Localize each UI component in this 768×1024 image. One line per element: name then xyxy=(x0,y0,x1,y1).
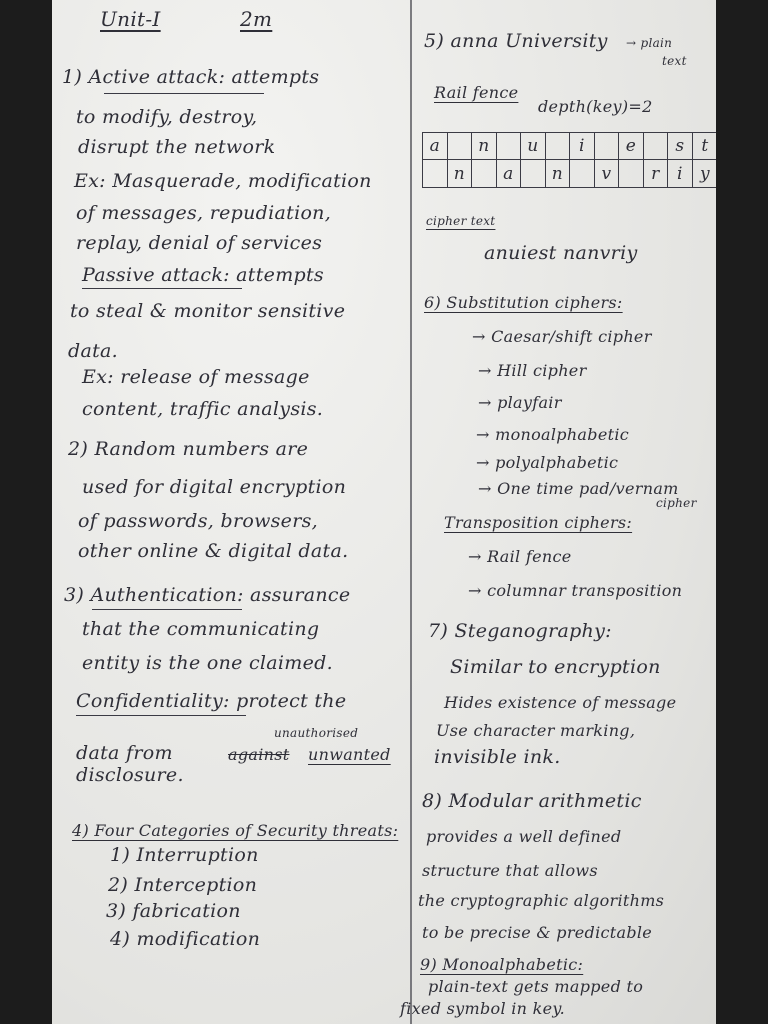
q6-item-2: → Hill cipher xyxy=(478,361,587,380)
passive-attack-underline xyxy=(82,288,242,289)
unit-heading: Unit-I xyxy=(100,7,161,31)
rail-fence-grid xyxy=(422,132,716,188)
q4-item-1: 1) Interruption xyxy=(110,844,259,866)
q1-line-9: data. xyxy=(68,340,118,362)
q6-item-6: → One time pad/vernam xyxy=(478,479,679,498)
q3-line-6: disclosure. xyxy=(76,764,184,786)
authentication-underline xyxy=(92,609,242,610)
q3-insert-unauthorised: unauthorised xyxy=(274,726,359,740)
q1-line-2: to modify, destroy, xyxy=(76,106,258,128)
q7-line-4: Use character marking, xyxy=(436,721,636,740)
q5-line-1: 5) anna University xyxy=(424,30,608,52)
rail-cell xyxy=(521,160,546,187)
rail-cell xyxy=(619,160,644,187)
q3-unwanted: unwanted xyxy=(308,745,391,764)
q1-line-4: Ex: Masquerade, modification xyxy=(74,170,372,192)
rail-cell: n xyxy=(472,133,497,160)
q2-line-2: used for digital encryption xyxy=(82,476,347,498)
rail-cell: t xyxy=(693,133,717,160)
trans-item-1: → Rail fence xyxy=(468,547,572,566)
q8-line-5: to be precise & predictable xyxy=(422,923,653,942)
rail-cell xyxy=(644,133,669,160)
transposition-title: Transposition ciphers: xyxy=(444,513,633,532)
rail-cell: i xyxy=(668,160,693,187)
q1-line-10: Ex: release of message xyxy=(82,366,310,388)
q8-line-4: the cryptographic algorithms xyxy=(418,891,665,910)
q6-item-5: → polyalphabetic xyxy=(476,453,619,472)
cipher-text-value: anuiest nanvriy xyxy=(484,242,638,264)
column-divider xyxy=(410,0,412,1024)
q9-line-3: fixed symbol in key. xyxy=(400,999,566,1018)
rail-cell: e xyxy=(619,133,644,160)
rail-cell: y xyxy=(699,163,710,184)
active-attack-underline xyxy=(104,93,264,94)
trans-item-2: → columnar transposition xyxy=(468,581,683,600)
q6-item-3: → playfair xyxy=(478,393,562,412)
q1-line-5: of messages, repudiation, xyxy=(76,202,332,224)
cipher-text-label: cipher text xyxy=(426,214,496,228)
marks-heading: 2m xyxy=(240,7,273,31)
rail-cell xyxy=(423,160,448,187)
q1-line-3: disrupt the network xyxy=(78,136,276,158)
q3-line-4: Confidentiality: protect the xyxy=(76,690,347,712)
rail-cell: r xyxy=(644,160,669,187)
q4-item-4: 4) modification xyxy=(110,928,261,950)
q3-line-2: that the communicating xyxy=(82,618,320,640)
rail-cell: v xyxy=(595,160,620,187)
q7-line-5: invisible ink. xyxy=(434,746,561,768)
q7-line-1: 7) Steganography: xyxy=(428,620,612,642)
rail-cell xyxy=(570,160,595,187)
q7-line-2: Similar to encryption xyxy=(450,656,661,678)
q4-title: 4) Four Categories of Security threats: xyxy=(72,821,399,840)
q5-arrow-label: → plain xyxy=(626,36,673,50)
q8-line-3: structure that allows xyxy=(422,861,598,880)
q2-line-4: other online & digital data. xyxy=(78,540,349,562)
q9-line-2: plain-text gets mapped to xyxy=(428,977,644,996)
q1-line-11: content, traffic analysis. xyxy=(82,398,324,420)
q1-line-1: 1) Active attack: attempts xyxy=(62,66,320,88)
q6-item-6-cont: cipher xyxy=(656,496,697,510)
rail-cell: s xyxy=(668,133,693,160)
rail-cell: a xyxy=(497,160,522,187)
rail-cell: i xyxy=(570,133,595,160)
notebook-page xyxy=(52,0,716,1024)
q3-line-1: 3) Authentication: assurance xyxy=(64,584,351,606)
q1-line-7: Passive attack: attempts xyxy=(82,264,324,286)
rail-cell: u xyxy=(521,133,546,160)
rail-fence-title: Rail fence xyxy=(434,83,519,102)
q3-struck-word: against xyxy=(228,745,290,764)
confidentiality-underline xyxy=(76,715,246,716)
rail-cell: a xyxy=(423,133,448,160)
rail-cell xyxy=(595,133,620,160)
q2-line-1: 2) Random numbers are xyxy=(68,438,309,460)
rail-cell xyxy=(472,160,497,187)
q4-item-3: 3) fabrication xyxy=(106,900,241,922)
rail-cell xyxy=(497,133,522,160)
q6-item-4: → monoalphabetic xyxy=(476,425,629,444)
q1-line-8: to steal & monitor sensitive xyxy=(70,300,346,322)
rail-cell xyxy=(546,133,571,160)
q3-line-3: entity is the one claimed. xyxy=(82,652,333,674)
q9-line-1: 9) Monoalphabetic: xyxy=(420,955,584,974)
rail-cell: n xyxy=(448,160,473,187)
rail-depth-label: depth(key)=2 xyxy=(538,97,653,116)
q6-item-1: → Caesar/shift cipher xyxy=(472,327,652,346)
q3-line-5: data from xyxy=(76,742,173,764)
q8-line-1: 8) Modular arithmetic xyxy=(422,790,642,812)
rail-cell: n xyxy=(546,160,571,187)
q4-item-2: 2) Interception xyxy=(108,874,258,896)
q5-arrow-label-2: text xyxy=(662,54,687,68)
q1-line-6: replay, denial of services xyxy=(76,232,323,254)
rail-cell xyxy=(448,133,473,160)
q6-title: 6) Substitution ciphers: xyxy=(424,293,623,312)
q8-line-2: provides a well defined xyxy=(426,827,622,846)
q7-line-3: Hides existence of message xyxy=(444,693,677,712)
q2-line-3: of passwords, browsers, xyxy=(78,510,318,532)
